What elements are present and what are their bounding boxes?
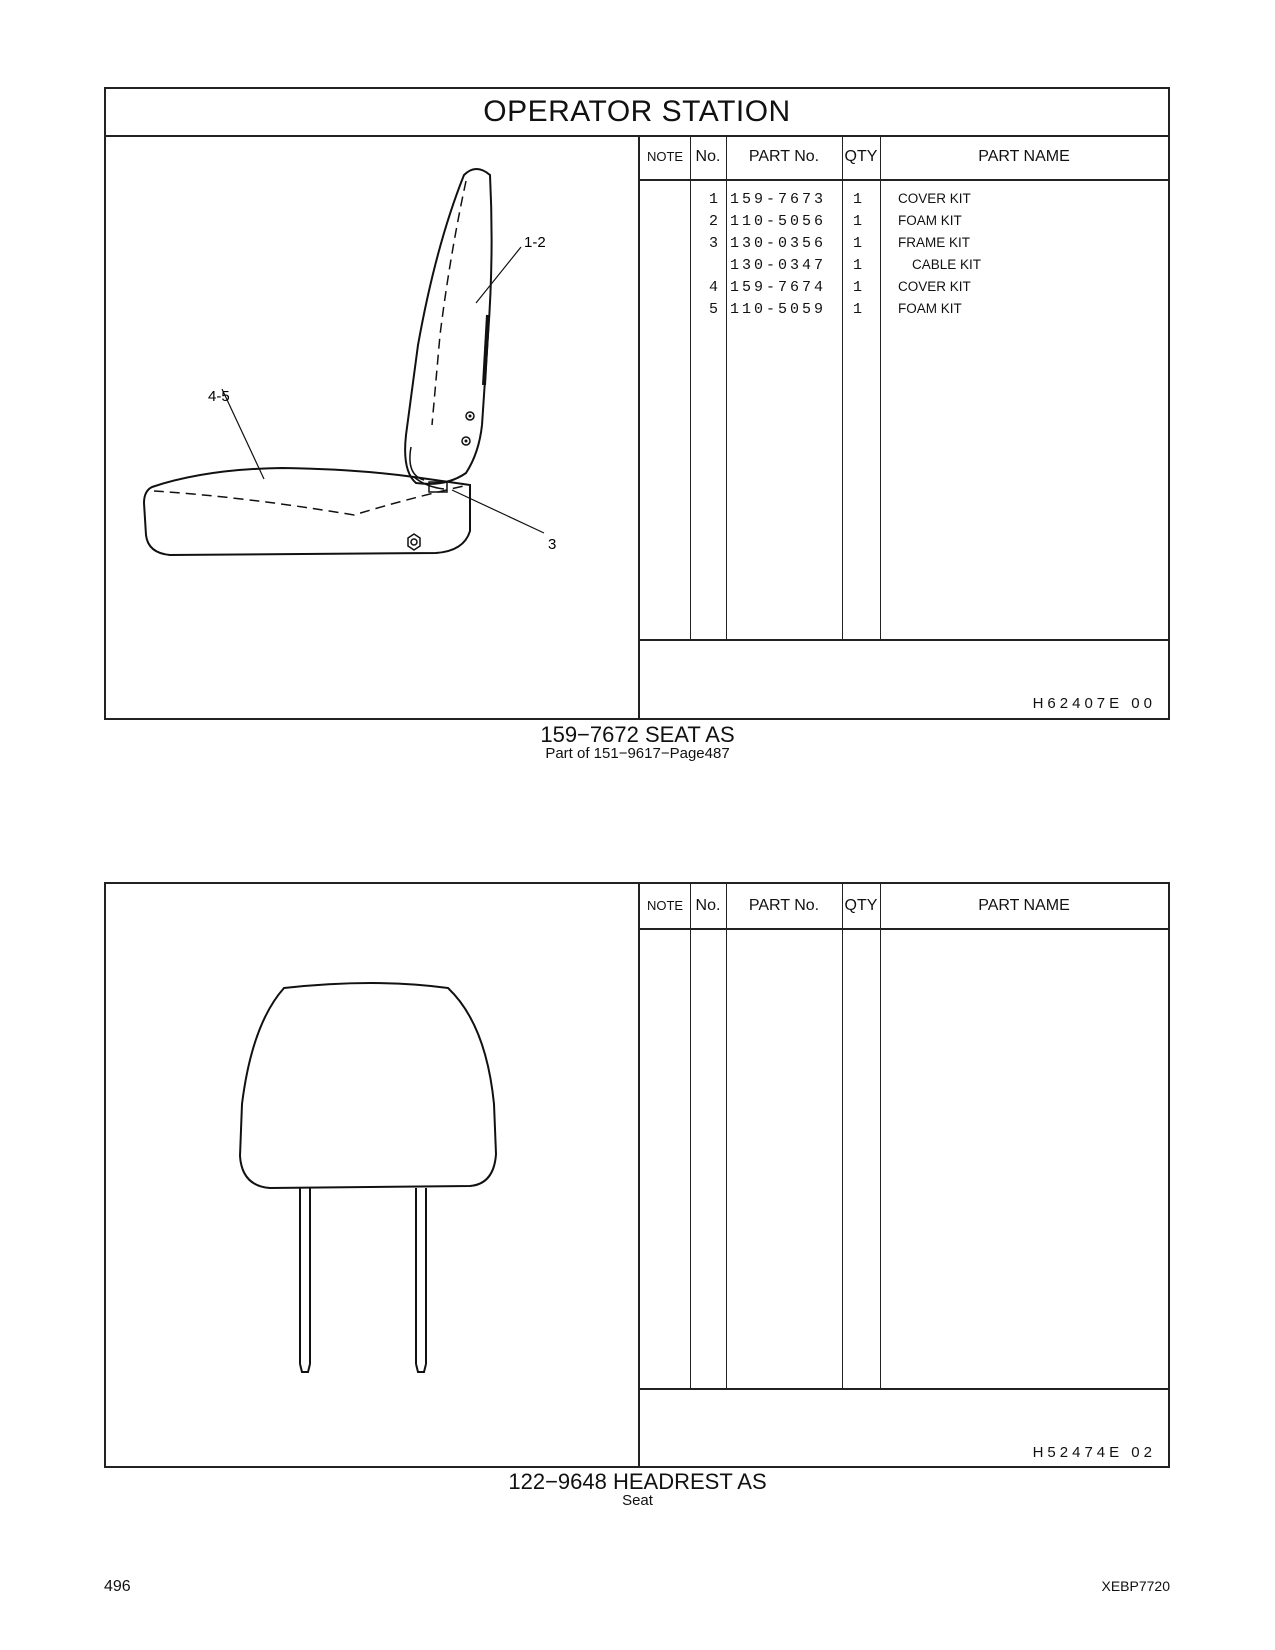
part-name: COVER KIT: [898, 279, 971, 294]
diagram-code: H52474E 02: [1032, 1444, 1156, 1461]
header-part-no: PART No.: [748, 148, 820, 165]
headrest-illustration: [106, 884, 640, 1466]
document-code: XEBP7720: [1101, 1578, 1170, 1594]
seat-drawing: [106, 135, 638, 718]
seat-caption: 159−7672 SEAT AS: [540, 722, 735, 747]
table-row: [640, 191, 1168, 213]
seat-subcaption: Part of 151−9617−Page487: [545, 745, 730, 762]
part-name: COVER KIT: [898, 191, 971, 206]
item-number: 1: [708, 191, 718, 208]
header-qty: QTY: [844, 897, 878, 914]
part-number: 110-5056: [730, 213, 827, 230]
table-row: [640, 301, 1168, 323]
quantity: 1: [852, 191, 862, 208]
part-name: FRAME KIT: [898, 235, 971, 250]
part-number: 110-5059: [730, 301, 827, 318]
diagram-code: H62407E 00: [1032, 695, 1156, 712]
table-row: [640, 257, 1168, 279]
item-number: 4: [708, 279, 718, 296]
header-note: NOTE: [646, 149, 684, 164]
headrest-drawing: [106, 884, 638, 1466]
seat-illustration: [106, 135, 640, 718]
part-name: FOAM KIT: [898, 213, 962, 228]
part-number: 130-0347: [730, 257, 827, 274]
seat-parts-panel: [104, 87, 1170, 720]
item-number: 3: [708, 235, 718, 252]
headrest-subcaption: Seat: [622, 1492, 653, 1509]
part-number: 159-7673: [730, 191, 827, 208]
header-part-no: PART No.: [748, 897, 820, 914]
table-row: [640, 213, 1168, 235]
headrest-caption: 122−9648 HEADREST AS: [508, 1469, 767, 1494]
quantity: 1: [852, 279, 862, 296]
table-row: [640, 235, 1168, 257]
part-name: FOAM KIT: [898, 301, 962, 316]
part-number: 159-7674: [730, 279, 827, 296]
table-row: [640, 279, 1168, 301]
page-number: 496: [104, 1578, 131, 1595]
header-part-name: PART NAME: [978, 897, 1070, 914]
part-name: CABLE KIT: [912, 257, 982, 272]
header-no: No.: [695, 897, 721, 914]
header-note: NOTE: [646, 898, 684, 913]
seat-parts-table: [640, 135, 1168, 718]
header-part-name: PART NAME: [978, 148, 1070, 165]
header-no: No.: [695, 148, 721, 165]
callout-4-5: 4-5: [208, 388, 230, 405]
headrest-parts-table: [640, 884, 1168, 1466]
section-title: OPERATOR STATION: [106, 89, 1168, 137]
part-number: 130-0356: [730, 235, 827, 252]
table-header: [640, 884, 1168, 930]
callout-1-2: 1-2: [524, 234, 546, 251]
headrest-parts-panel: [104, 882, 1170, 1468]
item-number: 2: [708, 213, 718, 230]
quantity: 1: [852, 235, 862, 252]
header-qty: QTY: [844, 148, 878, 165]
item-number: 5: [708, 301, 718, 318]
quantity: 1: [852, 213, 862, 230]
table-header: [640, 135, 1168, 181]
quantity: 1: [852, 301, 862, 318]
callout-3: 3: [548, 536, 557, 553]
quantity: 1: [852, 257, 862, 274]
